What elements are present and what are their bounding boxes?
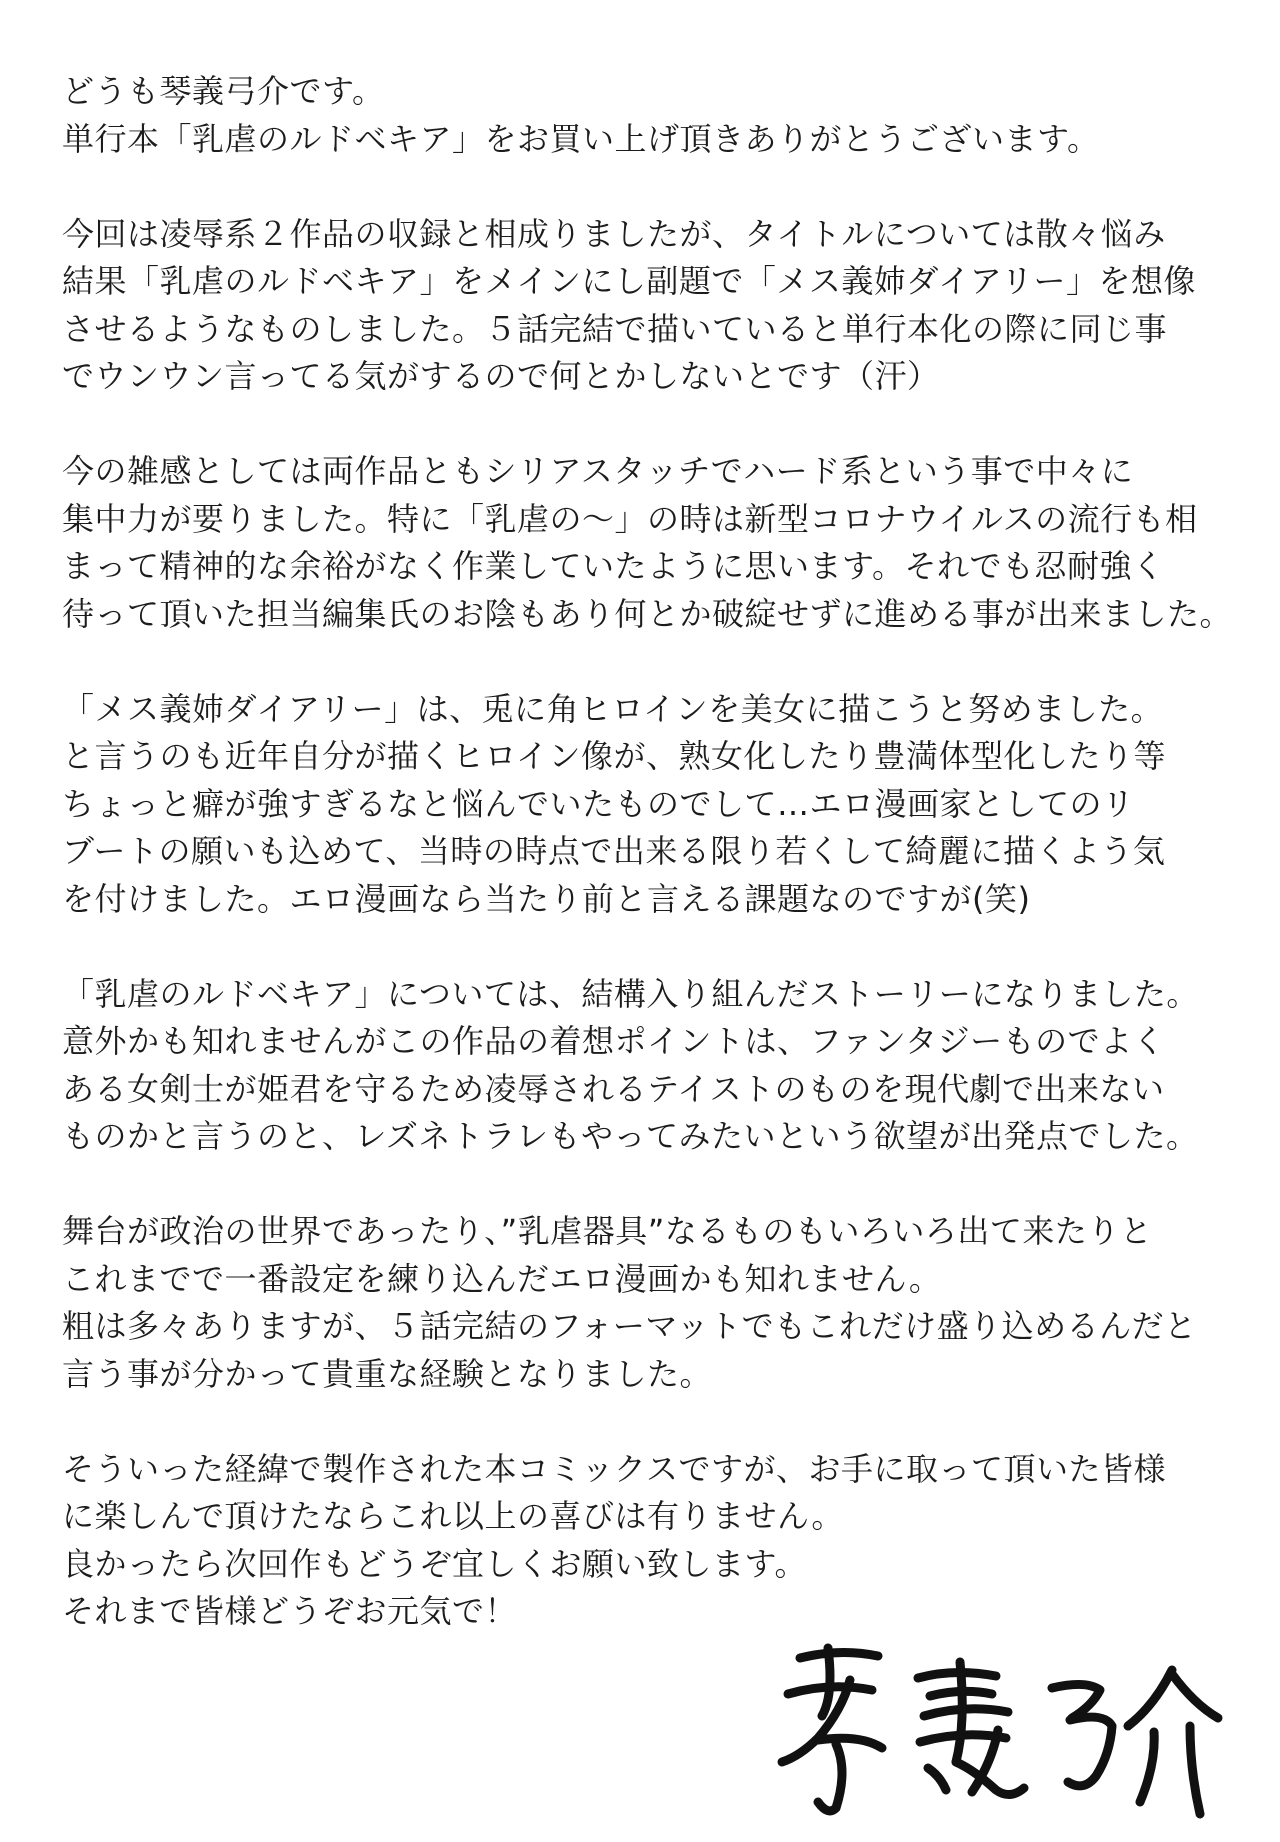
paragraph-greeting [62, 68, 1262, 163]
text-line: でウンウン言ってる気がするので何とかしないとです（汗） [62, 357, 940, 395]
paragraph-closing [62, 1446, 1262, 1636]
paragraph-diary-note [62, 686, 1262, 924]
text-line: 今の雑感としては両作品ともシリアスタッチでハード系という事で中々に [62, 452, 1134, 490]
author-signature [770, 1640, 1230, 1820]
text-line: それまで皆様どうぞお元気で！ [62, 1592, 518, 1630]
paragraph-setting-note [62, 1208, 1262, 1398]
paragraph-title-note [62, 211, 1262, 401]
text-line: 粗は多々ありますが、５話完結のフォーマットでもこれだけ盛り込めるんだと [62, 1307, 1197, 1345]
text-line: 集中力が要りました。特に「乳虐の～」の時は新型コロナウイルスの流行も相 [62, 499, 1198, 538]
text-line: ある女剣士が姫君を守るため凌辱されるテイストのものを現代劇で出来ない [62, 1069, 1165, 1108]
text-line: 「乳虐のルドベキア」については、結構入り組んだストーリーになりました。 [62, 974, 1199, 1013]
text-line: ブートの願いも込めて、当時の時点で出来る限り若くして綺麗に描くよう気 [62, 832, 1166, 870]
text-line: まって精神的な余裕がなく作業していたように思います。それでも忍耐強く [62, 547, 1165, 585]
text-line: これまでで一番設定を練り込んだエロ漫画かも知れません。 [62, 1259, 942, 1298]
text-line: 良かったら次回作もどうぞ宜しくお願い致します。 [62, 1544, 807, 1583]
paragraph-impressions [62, 448, 1262, 638]
text-line: と言うのも近年自分が描くヒロイン像が、熟女化したり豊満体型化したり等 [62, 737, 1167, 775]
text-line: そういった経緯で製作された本コミックスですが、お手に取って頂いた皆様 [62, 1449, 1167, 1488]
text-line: どうも琴義弓介です。 [62, 72, 385, 110]
text-line: させるようなものしました。５話完結で描いていると単行本化の際に同じ事 [62, 309, 1168, 348]
text-line: 「メス義姉ダイアリー」は、兎に角ヒロインを美女に描こうと努めました。 [62, 689, 1164, 728]
text-line: ちょっと癖が強すぎるなと悩んでいたものでして…エロ漫画家としてのリ [62, 784, 1135, 823]
text-line: ものかと言うのと、レズネトラレもやってみたいという欲望が出発点でした。 [62, 1117, 1199, 1155]
text-line: 言う事が分かって貴重な経験となりました。 [62, 1354, 713, 1393]
paragraph-rudbeckia-note [62, 971, 1262, 1161]
text-line: 結果「乳虐のルドベキア」をメインにし副題で「メス義姉ダイアリー」を想像 [62, 262, 1196, 300]
text-line: 舞台が政治の世界であったり、”乳虐器具”なるものもいろいろ出て来たりと [62, 1212, 1153, 1250]
handwritten-signature-image [770, 1640, 1230, 1820]
text-line: 意外かも知れませんがこの作品の着想ポイントは、ファンタジーものでよく [62, 1022, 1166, 1060]
afterword-text [62, 68, 1262, 1683]
text-line: 今回は凌辱系２作品の収録と相成りましたが、タイトルについては散々悩み [62, 214, 1166, 253]
text-line: 単行本「乳虐のルドベキア」をお買い上げ頂きありがとうございます。 [62, 119, 1100, 158]
text-line: 待って頂いた担当編集氏のお陰もあり何とか破綻せずに進める事が出来ました。 [62, 594, 1233, 633]
text-line: に楽しんで頂けたならこれ以上の喜びは有りません。 [62, 1497, 844, 1535]
text-line: を付けました。エロ漫画なら当たり前と言える課題なのですが(笑) [62, 879, 1031, 918]
